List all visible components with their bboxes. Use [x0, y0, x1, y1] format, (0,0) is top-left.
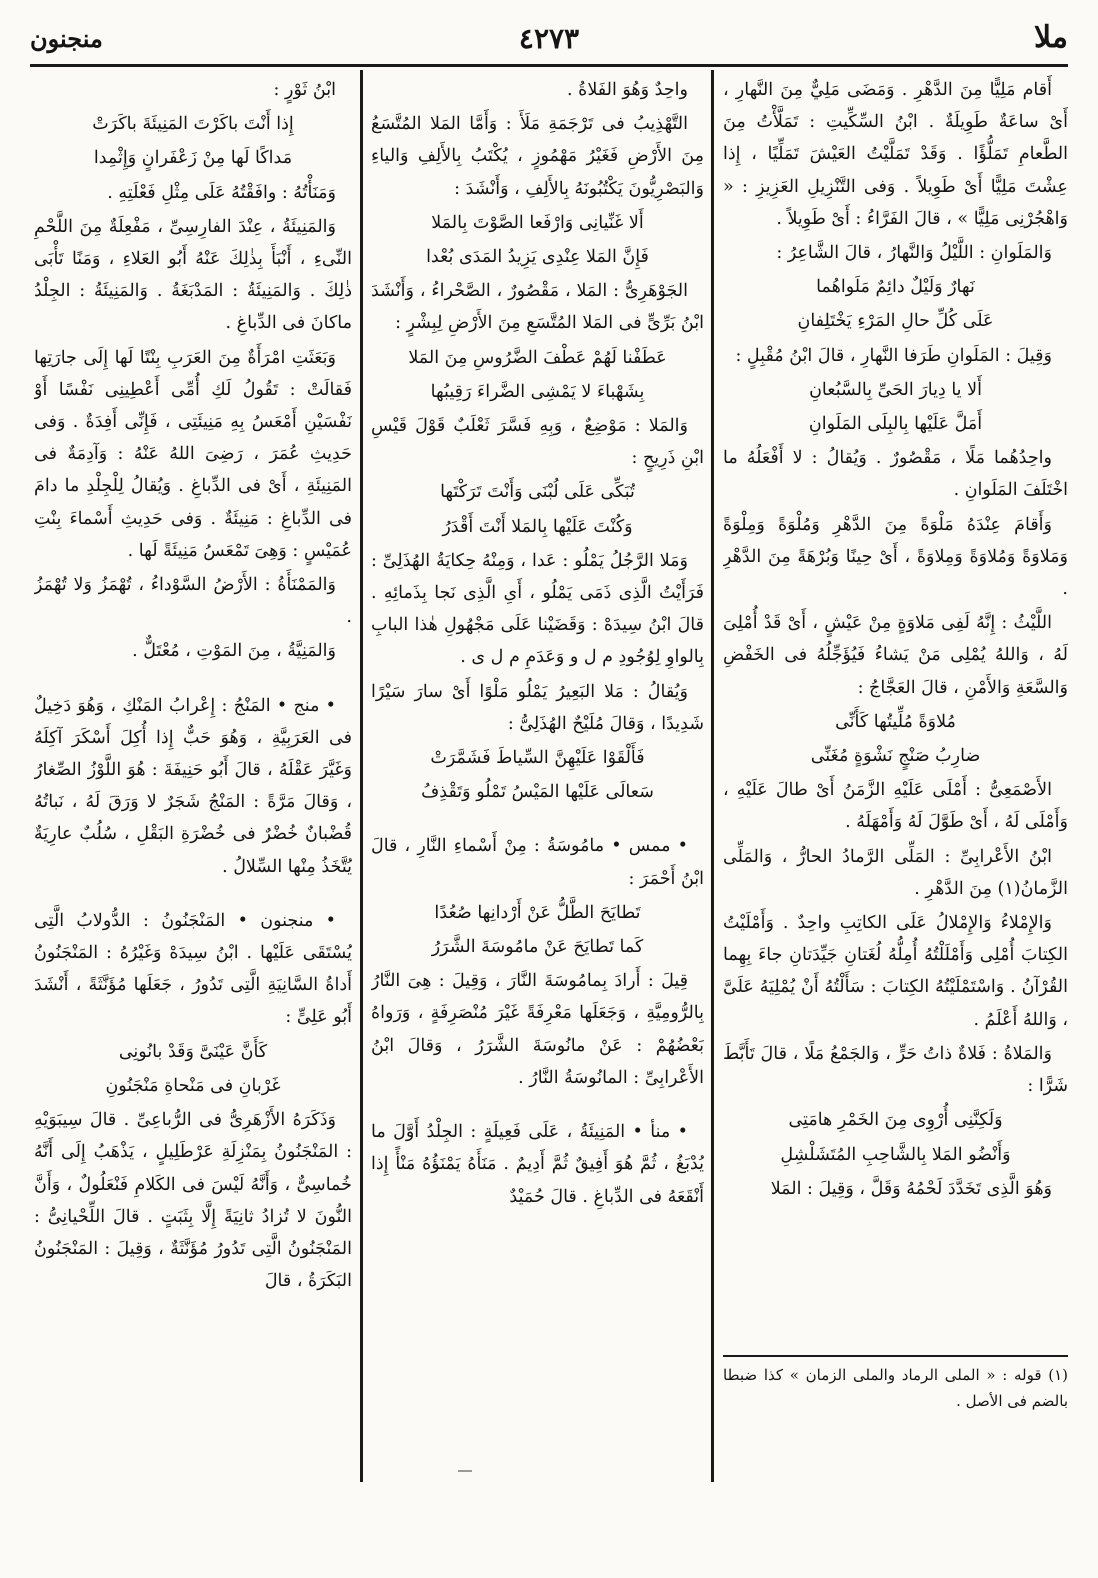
page-number: ٤٢٧٣ — [518, 22, 580, 55]
right-column — [723, 74, 1068, 1428]
verse-line: وَأَنْضُو المَلا بِالشَّاحِبِ المُتَشَلْشِلِ — [780, 1144, 1011, 1165]
paragraph: واحِدُهُما مَلًا ، مَقْصُورٌ . وَيُقالُ : لا أَفْعَلُهُ ما اخْتَلَفَ المَلَوانِ . — [723, 448, 1068, 501]
paragraph: ابْنُ الأَعْرابِىِّ : المَلِّى الرَّمادُ الحارُّ ، وَالمَلِّى الزَّمانُ(١) مِنَ الدَّهْرِ . — [723, 846, 1068, 899]
verse-line: سَعالَى عَلَيْها المَيْسُ تَمْلُو وَتَقْذِفُ — [421, 782, 654, 803]
paragraph: التَّهْذِيبُ فى تَرْجَمَةِ مَلَأَ : وَأَمَّا المَلا المُتَّسَعُ مِنَ الأَرْضِ فَغَيْرُ مَهْمُوزٍ ، يُكْتَبُ بِالأَلِفِ وَالياءِ وَالبَصْرِيُّونَ يَكْتُبُونَهُ بِالأَلِفِ ، وَأَنْشَدَ : — [371, 114, 704, 199]
verse-line: عَطَفْنا لَهُمْ عَطْفَ الضَّرُوسِ مِنَ المَلا — [408, 347, 667, 368]
left-column — [34, 74, 352, 1428]
verse-line: كَما تَطايَحَ عَنْ مامُوسَةَ الشَّرَرُ — [431, 937, 644, 958]
paragraph: وَقِيلَ : المَلَوانِ طَرَفا النَّهارِ ، قالَ ابْنُ مُقْبِلٍ : — [735, 345, 1052, 366]
middle-column — [371, 74, 704, 1428]
verse-line: وَكُنْتَ عَلَيْها بِالمَلا أَنْتَ أَقْدَرُ — [442, 516, 633, 537]
scan-mark — [458, 1470, 472, 1472]
paragraph: الأَصْمَعِىُّ : أَمْلَى عَلَيْهِ الزَّمَنُ أَىْ طالَ عَلَيْهِ ، وَأَمْلَى لَهُ ، أَىْ طَوَّلَ لَهُ وَأَمْهَلَهُ . — [723, 780, 1068, 833]
verse-line: وَلَكِنَّنِى أُرْوِى مِنَ الخَمْرِ هامَتِى — [788, 1110, 1003, 1131]
column-divider-right — [711, 70, 714, 1482]
entry-mnj: • منج • المَنْجُ : إِعْرابُ المَنْكِ ، وَهُوَ دَخِيلٌ فى العَرَبِيَّةِ ، وَهُوَ حَبٌّ إِذا أُكِلَ أَسْكَرَ آكِلَهُ وَغَيَّرَ عَقْلَهُ ، قالَ أَبُو حَنِيفَةَ : هُوَ اللَّوْزُ الصِّغارُ ، وَقالَ مَرَّةً : المَنْجُ شَجَرٌ لا وَرَقَ لَهُ ، نَباتُهُ قُضْبانٌ خُضْرٌ فى خُضْرَةِ البَقْلِ ، سُلُبٌ عارِيَةٌ يُتَّخَذُ مِنْها السِّلالُ . — [34, 695, 352, 877]
footnote: (١) قوله : « الملى الرماد والملى الزمان » كذا ضبطا بالضم فى الأصل . — [723, 1366, 1068, 1410]
verse-line: مُلاوَةً مُلِّيتُها كَأَنِّى — [835, 711, 956, 732]
paragraph: وَالمَنِيَّةُ ، مِنَ المَوْتِ ، مُعْتَلٌّ . — [132, 641, 336, 662]
page-header — [30, 14, 1068, 64]
paragraph: وَالمَنِيئَةُ ، عِنْدَ الفارِسِىِّ ، مَفْعِلَةٌ مِنَ اللَّحْمِ النِّىءِ ، أَنْبَأَ بِذٰلِكَ عَنْهُ أَبُو العَلاءِ ، وَمَنًا تَأْبَى ذٰلِكَ . وَالمَنِيئَةُ : المَدْبَغَةُ . وَالمَنِيئَةُ : الجِلْدُ ماكانَ فى الدِّباغِ . — [34, 216, 352, 334]
paragraph: وَذَكَرَهُ الأَزْهَرِىُّ فى الرُّباعِىِّ . قالَ سِيبَوَيْهِ : المَنْجَنُونُ بِمَنْزِلَةِ عَرْطَلِيلٍ ، يَذْهَبُ إِلَى أَنَّهُ خُماسِىٌّ ، وَأَنَّهُ لَيْسَ فى الكَلامِ فَنْعَلُولٌ ، وَأَنَّ النُّونَ لا تُزادُ ثانِيَةً إِلَّا بِثَبَتٍ . قالَ اللِّحْيانِىُّ : المَنْجَنُونُ الَّتِى تَدُورُ مُؤَنَّثَةٌ ، وَقِيلَ : المَنْجَنُونُ البَكَرَةُ ، قالَ — [34, 1110, 352, 1292]
verse-line: مَداكًا لَها مِنْ زَعْفَرانٍ وَإِثْمِدا — [93, 148, 293, 169]
paragraph: وَمَلا الرَّجُلُ يَمْلُو : عَدا ، وَمِنْهُ حِكايَةُ الهُذَلِىِّ : فَرَأَيْتُ الَّذِى ذَمَى يَمْلُو ، أَىِ الَّذِى نَجا بِذَمائِهِ . قالَ ابْنُ سِيدَهْ : وَقَضَيْنا عَلَى مَجْهُولِ هٰذا البابِ بِالواوِ لِوُجُودِ م ل و وَعَدَمِ م ل ى . — [371, 550, 704, 668]
paragraph: الجَوْهَرِىُّ : المَلا ، مَقْصُورٌ ، الصَّحْراءُ ، وَأَنْشَدَ ابْنُ بَرِّىٍّ فى المَلا المُتَّسَعِ مِنَ الأَرْضِ لِبِشْرٍ : — [371, 281, 704, 334]
column-divider-left — [360, 70, 363, 1482]
verse-line: كَأَنَّ عَيْنَىَّ وَقَدْ بانُونِى — [118, 1041, 268, 1062]
paragraph: أَقام مَلِيًّا مِنَ الدَّهْرِ . وَمَضَى مَلِيٌّ مِنَ النَّهارِ ، أَىْ ساعَةٌ طَوِيلَةٌ . ابْنُ السِّكِّيتِ : تَمَلَّأْتُ مِنَ الطَّعامِ تَمَلُّؤًا . وَقَدْ تَمَلَّيْتُ العَيْشَ تَمَلِّيًا ، إِذا عِشْتَ مَلِيًّا أَىْ طَوِيلاً . وَفى التَّنْزِيلِ العَزِيزِ : « وَاهْجُرْنِى مَلِيًّا » ، قالَ الفَرَّاءُ : أَىْ طَوِيلاً . — [723, 80, 1068, 229]
paragraph: وَهُوَ الَّذِى تَخَدَّدَ لَحْمُهُ وَقَلَّ ، وَقِيلَ : المَلا — [770, 1178, 1052, 1199]
verse-line: أَلا يا دِيارَ الحَىِّ بِالسَّبُعانِ — [809, 379, 982, 400]
paragraph: وَالإِمْلاءُ وَالإِمْلالُ عَلَى الكاتِبِ واحِدٌ . وَأَمْلَيْتُ الكِتابَ أُمْلِى وَأَمْلَلْتُهُ أُمِلُّهُ لُغَتانِ جَيِّدَتانِ جاءَ بِهِما القُرْآنُ . وَاسْتَمْلَيْتُهُ الكِتابَ : سَأَلْتُهُ أَنْ يُمْلِيَهُ عَلَىَّ ، وَاللهُ أَعْلَمُ . — [723, 913, 1068, 1030]
paragraph: ابْنُ ثَوْرٍ : — [273, 80, 336, 100]
paragraph: وَالمَلاةُ : فَلاةٌ ذاتُ حَرٍّ ، وَالجَمْعُ مَلًا ، قالَ تَأَبَّطَ شَرًّا : — [723, 1043, 1068, 1097]
verse-line: أَلا غَنِّيانِى وَارْفَعا الصَّوْتَ بِالمَلا — [431, 212, 644, 233]
right-running-head: ملا — [1034, 20, 1068, 55]
verse-line: نَهارٌ وَلَيْلٌ دائِمٌ مَلَواهُما — [816, 277, 975, 298]
verse-line: فَإِنَّ المَلا عِنْدِى يَزِيدُ المَدَى بُعْدا — [426, 247, 649, 268]
paragraph: وَأَقامَ عِنْدَهُ مَلْوَةً مِنَ الدَّهْرِ وَمُلْوَةً وَمِلْوَةً وَمَلاوَةً وَمُلاوَةً وَمِلاوَةً ، أَىْ حِينًا وَبُرْهَةً مِنَ الدَّهْرِ . — [723, 514, 1068, 600]
paragraph: وَمَنَأْتُهُ : وافَقْتُهُ عَلَى مِثْلِ فَعْلَتِهِ . — [107, 182, 336, 203]
paragraph: اللَّيْثُ : إِنَّهُ لَفِى مَلاوَةٍ مِنْ عَيْشٍ ، أَىْ قَدْ أُمْلِىَ لَهُ ، وَاللهُ يُمْلِى مَنْ يَشاءُ فَيُؤَجِّلُهُ فى الخَفْضِ وَالسَّعَةِ وَالأَمْنِ ، قالَ العَجَّاجُ : — [723, 613, 1068, 698]
verse-line: ضارِبُ صَنْجٍ نَشْوَةٍ مُغَنِّى — [810, 746, 981, 767]
footnote-rule — [723, 1355, 1068, 1357]
entry-mn-a: • منأ • المَنِيئَةُ ، عَلَى فَعِيلَةٍ : الجِلْدُ أَوَّلَ ما يُدْبَغُ ، ثُمَّ هُوَ أَفِيقٌ ثُمَّ أَدِيمٌ . مَنَأَهُ يَمْنَؤُهُ مَنْأً إِذا أَنْقَعَهُ فى الدِّباغِ . قالَ حُمَيْدٌ — [371, 1122, 704, 1207]
verse-line: فَأَلْقَوْا عَلَيْهِنَّ السِّياطَ فَشَمَّرَتْ — [430, 748, 645, 769]
verse-line: تَطايَحَ الطَّلُّ عَنْ أَرْدانِها صُعُدًا — [434, 902, 641, 923]
entry-mms: • ممس • مامُوسَةُ : مِنْ أَسْماءِ النَّارِ ، قالَ ابْنُ أَحْمَرَ : — [371, 836, 704, 889]
entry-manjanun: • منجنون • المَنْجَنُونُ : الدُّولابُ الَّتِى يُسْتَقَى عَلَيْها . ابْنُ سِيدَهْ وَغَيْرُهُ : المَنْجَنُونُ أَداةُ السَّانِيَةِ الَّتِى تَدُورُ ، جَعَلَها مُؤَنَّثَةً ، أَنْشَدَ أَبُو عَلِىٍّ : — [34, 910, 352, 1028]
paragraph: وَالمَمْنَأَةُ : الأَرْضُ السَّوْداءُ ، تُهْمَزُ وَلا تُهْمَزُ . — [34, 575, 352, 628]
paragraph: قِيلَ : أَرادَ بِمامُوسَةَ النَّارَ ، وَقِيلَ : هِىَ النَّارُ بِالرُّومِيَّةِ ، وَجَعَلَها مَعْرِفَةً غَيْرَ مُنْصَرِفَةٍ ، وَرَواهُ بَعْضُهُمْ : عَنْ مانُوسَةَ الشَّرَرُ ، وَقالَ ابْنُ الأَعْرابِىِّ : المانُوسَةُ النَّارُ . — [371, 971, 704, 1088]
paragraph: وَبَعَثَتِ امْرَأَةٌ مِنَ العَرَبِ بِنْتًا لَها إِلَى جارَتِها فَقالَتْ : تَقُولُ لَكِ أُمِّى أَعْطِينِى نَفْسًا أَوْ نَفْسَيْنِ أَمْعَسُ بِهِ مَنِيئَتِى ، فَإِنِّى أَفِدَةٌ . وَفى حَدِيثِ عُمَرَ ، رَضِىَ اللهُ عَنْهُ : وَآدِمَةٌ فى المَنِيئَةِ ، أَىْ فى الدِّباغِ . وَيُقالُ لِلْجِلْدِ ما دامَ فى الدِّباغِ : مَنِيئَةٌ . وَفى حَدِيثِ أَسْماءَ بِنْتِ عُمَيْسٍ : وَهِىَ تَمْعَسُ مَنِيئَةً لَها . — [34, 347, 352, 561]
paragraph: وَالمَلَوانِ : اللَّيْلُ وَالنَّهارُ ، قالَ الشَّاعِرُ : — [776, 243, 1052, 264]
left-running-head: منجنون — [30, 24, 103, 53]
verse-line: تُبَكِّى عَلَى لُبْنَى وَأَنْتَ تَرَكْتَها — [440, 482, 635, 503]
paragraph: واحِدٌ وَهُوَ الفَلاةُ . — [567, 80, 688, 100]
paragraph: وَيُقالُ : مَلا البَعِيرُ يَمْلُو مَلْوًا أَىْ سارَ سَيْرًا شَدِيدًا ، وَقالَ مُلَيْحٌ الهُذَلِىُّ : — [371, 681, 704, 734]
header-rule — [30, 64, 1068, 67]
paragraph: وَالمَلا : مَوْضِعٌ ، وَبِهِ فَسَّرَ ثَعْلَبٌ قَوْلَ قَيْسِ ابْنِ ذَرِيحٍ : — [371, 416, 704, 469]
verse-line: بِشَهْباءَ لا يَمْشِى الضَّراءَ رَقِيبُها — [430, 381, 645, 402]
verse-line: أَمَلَّ عَلَيْها بِالبِلَى المَلَوانِ — [808, 414, 983, 435]
verse-line: غَرْبانِ فى مَنْحاةِ مَنْجَنُونِ — [105, 1075, 281, 1096]
verse-line: عَلَى كُلِّ حالِ المَرْءِ يَخْتَلِفانِ — [797, 311, 994, 332]
verse-line: إِذا أَنْتَ باكَرْتَ المَنِيئَةَ باكَرَتْ — [92, 114, 294, 135]
